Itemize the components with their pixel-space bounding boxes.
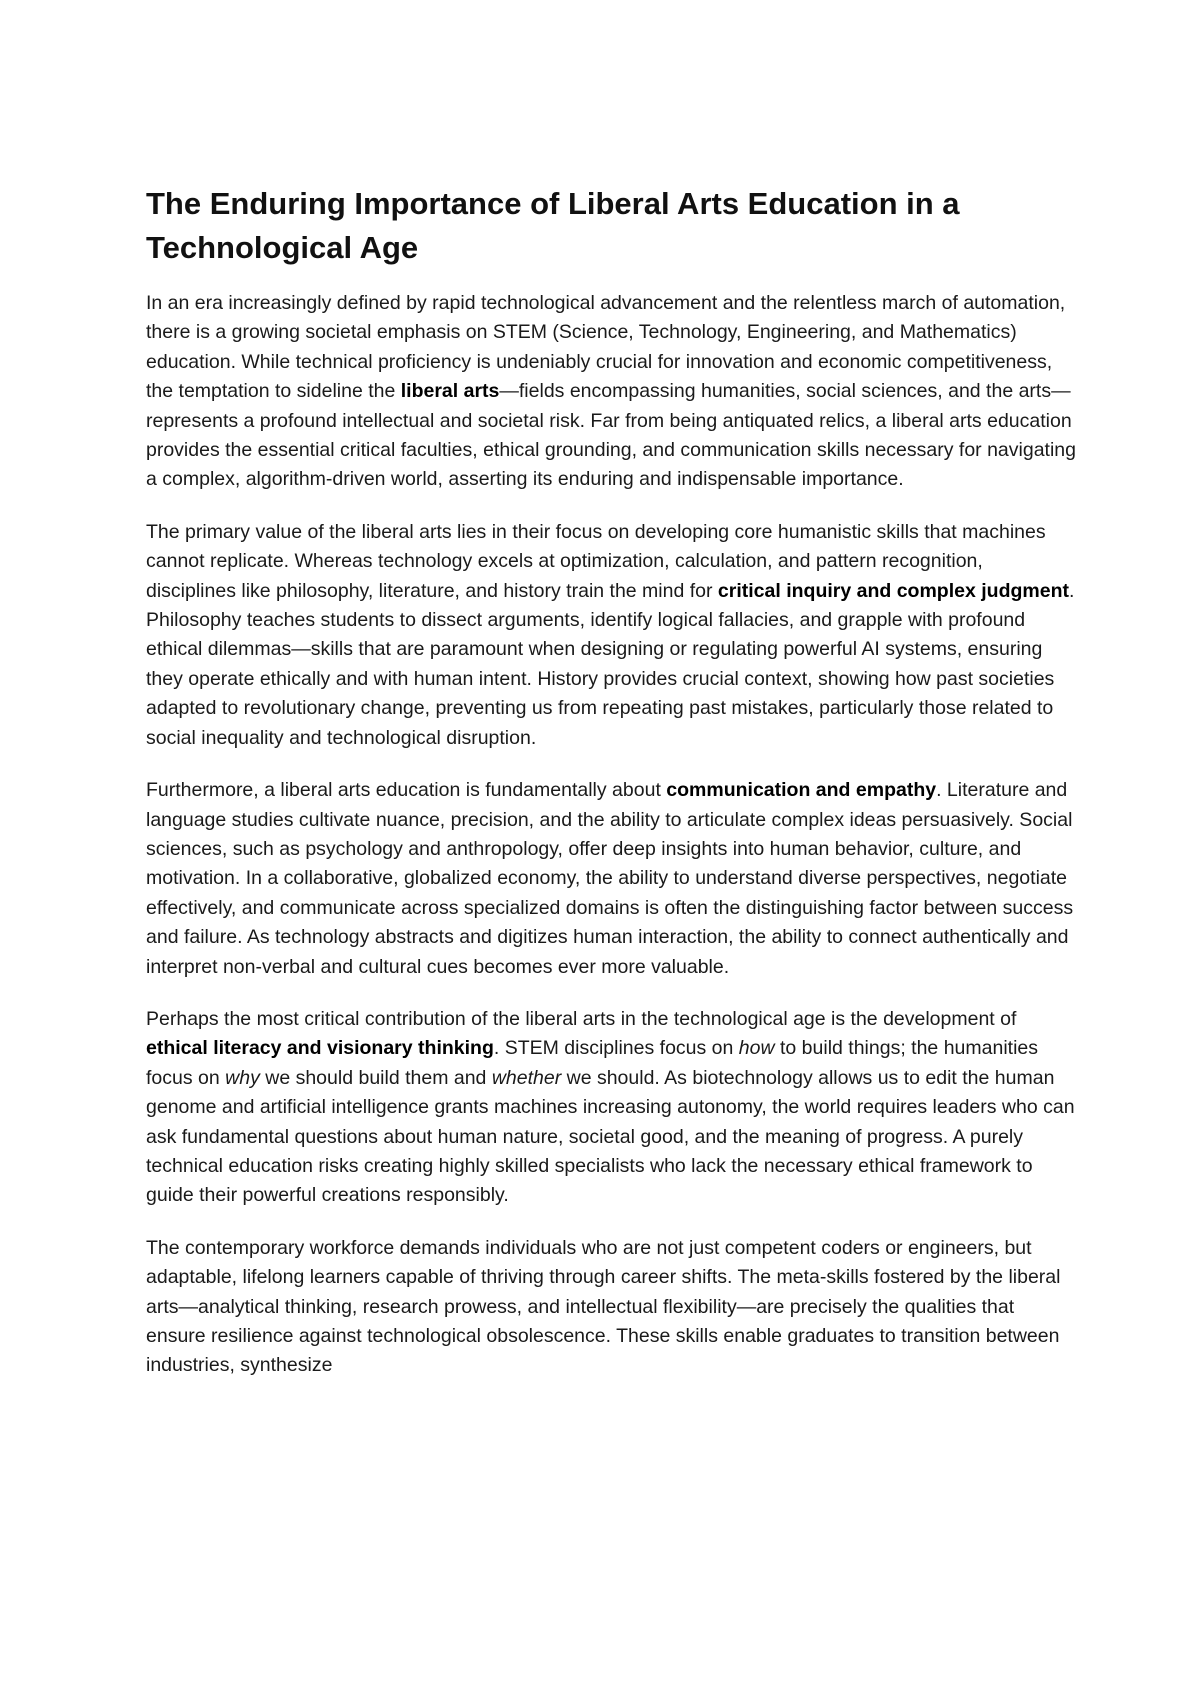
paragraph-text: we should build them and — [259, 1066, 492, 1089]
document-title: The Enduring Importance of Liberal Arts Education in a Technological Age — [146, 186, 960, 265]
bold-term: liberal arts — [400, 380, 500, 403]
paragraph-4 — [146, 1005, 1076, 1211]
italic-term: why — [225, 1066, 260, 1089]
paragraph-5 — [146, 1234, 1076, 1381]
paragraph-1 — [146, 289, 1076, 495]
italic-term: whether — [491, 1066, 562, 1089]
paragraph-2 — [146, 518, 1076, 753]
paragraph-text: In an era increasingly defined by rapid technological advancement and the relentless march of automation, there is a growing societal emphasis on STEM (Science, Technology, Engineering, and Mathematics) education. While technical proficiency is undeniably crucial for innovation and economic competitiveness, the temptation to sideline the — [146, 292, 1066, 403]
paragraph-text: The primary value of the liberal arts lies in their focus on developing core humanistic skills that machines cannot replicate. Whereas technology excels at optimization, calculation, and pattern recognition, disciplines like philosophy, literature, and history train the mind for — [146, 520, 1046, 602]
paragraph-text: . Philosophy teaches students to dissect arguments, identify logical fallacies, and grapple with profound ethical dilemmas—skills that are paramount when designing or regulating powerful AI systems, ensuring they operate ethically and with human intent. History provides crucial context, showing how past societies adapted to revolutionary change, preventing us from repeating past mistakes, particularly those related to social inequality and technological disruption. — [146, 579, 1075, 749]
bold-term: communication and empathy — [666, 779, 937, 802]
paragraph-3 — [146, 776, 1076, 982]
paragraph-text: to build things; the humanities focus on — [146, 1037, 1038, 1089]
paragraph-text: —fields encompassing humanities, social sciences, and the arts—represents a profound intellectual and societal risk. Far from being antiquated relics, a liberal arts education provides the essential critical faculties, ethical grounding, and communication skills necessary for navigating a complex, algorithm-driven world, asserting its enduring and indispensable importance. — [146, 380, 1076, 491]
document-page — [146, 182, 1076, 1404]
paragraph-text: Perhaps the most critical contribution of the liberal arts in the technological age is the development of — [146, 1007, 1017, 1030]
paragraph-text: . STEM disciplines focus on — [493, 1037, 739, 1060]
paragraph-text: we should. As biotechnology allows us to edit the human genome and artificial intelligence grants machines increasing autonomy, the world requires leaders who can ask fundamental questions about human nature, societal good, and the meaning of progress. A purely technical education risks creating highly skilled specialists who lack the necessary ethical framework to guide their powerful creations responsibly. — [146, 1066, 1075, 1207]
bold-term: ethical literacy and visionary thinking — [146, 1037, 494, 1060]
paragraph-text: Furthermore, a liberal arts education is fundamentally about — [146, 779, 667, 802]
paragraph-text: The contemporary workforce demands individuals who are not just competent coders or engineers, but adaptable, lifelong learners capable of thriving through career shifts. The meta-skills fostered by the liberal arts—analytical thinking, research prowess, and intellectual flexibility—are precisely the qualities that ensure resilience against technological obsolescence. These skills enable graduates to transition between industries, synthesize — [146, 1236, 1061, 1377]
bold-term: critical inquiry and complex judgment — [717, 579, 1069, 602]
italic-term: how — [738, 1037, 775, 1060]
paragraph-text: . Literature and language studies cultivate nuance, precision, and the ability to articulate complex ideas persuasively. Social sciences, such as psychology and anthropology, offer deep insights into human behavior, culture, and motivation. In a collaborative, globalized economy, the ability to understand diverse perspectives, negotiate effectively, and communicate across specialized domains is often the distinguishing factor between success and failure. As technology abstracts and digitizes human interaction, the ability to connect authentically and interpret non-verbal and cultural cues becomes ever more valuable. — [146, 779, 1074, 978]
